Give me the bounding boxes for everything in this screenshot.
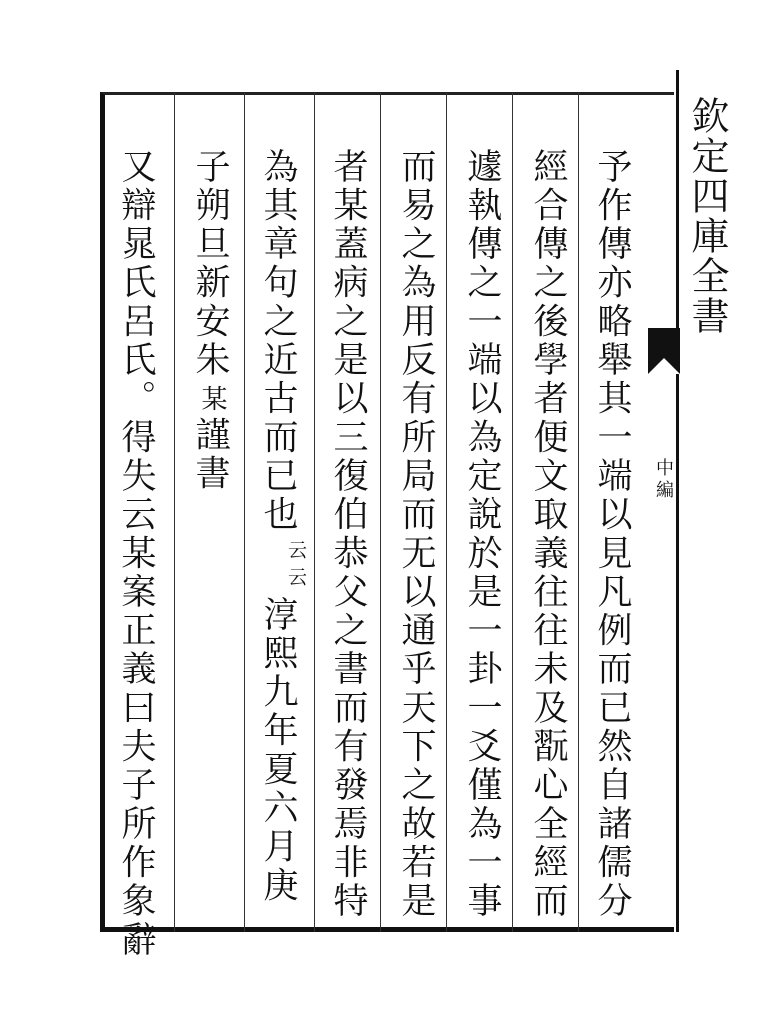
book-title: 欽定四庫全書 [685, 96, 729, 336]
text-column-7-small-char: 某 [197, 385, 227, 411]
text-column-7-tail: 謹書 [190, 416, 230, 494]
text-column-6-note: 云云 [285, 540, 307, 594]
text-column-2: 經合傳之後學者便文取義往往未及翫心全經而 [528, 148, 568, 921]
column-rule [244, 92, 245, 932]
text-column-9: 又辯晁氏呂氏。得失云某案正義曰夫子所作象辭 [116, 148, 156, 960]
page-frame [100, 92, 674, 932]
fish-tail-mark-icon [648, 328, 680, 374]
column-rule [314, 92, 315, 932]
text-column-7-main: 子朔旦新安朱 [190, 148, 230, 380]
column-rule [512, 92, 513, 932]
column-rule [446, 92, 447, 932]
text-column-5: 者某蓋病之是以三復伯恭父之書而有發焉非特 [328, 148, 368, 921]
text-column-1: 予作傳亦略舉其一端以見凡例而已然自諸儒分 [592, 148, 632, 921]
section-label: 中編 [653, 458, 674, 502]
column-rule [578, 92, 579, 932]
text-column-3: 遽執傳之一端以為定說於是一卦一爻僅為一事 [462, 148, 502, 921]
text-column-6-main: 為其章句之近古而已也 [258, 148, 298, 535]
text-column-4: 而易之為用反有所局而无以通乎天下之故若是 [396, 148, 436, 921]
column-rule [380, 92, 381, 932]
page-frame-right-edge [676, 70, 679, 932]
column-rule [174, 92, 175, 932]
text-column-6-tail: 淳熙九年夏六月庚 [258, 596, 298, 906]
